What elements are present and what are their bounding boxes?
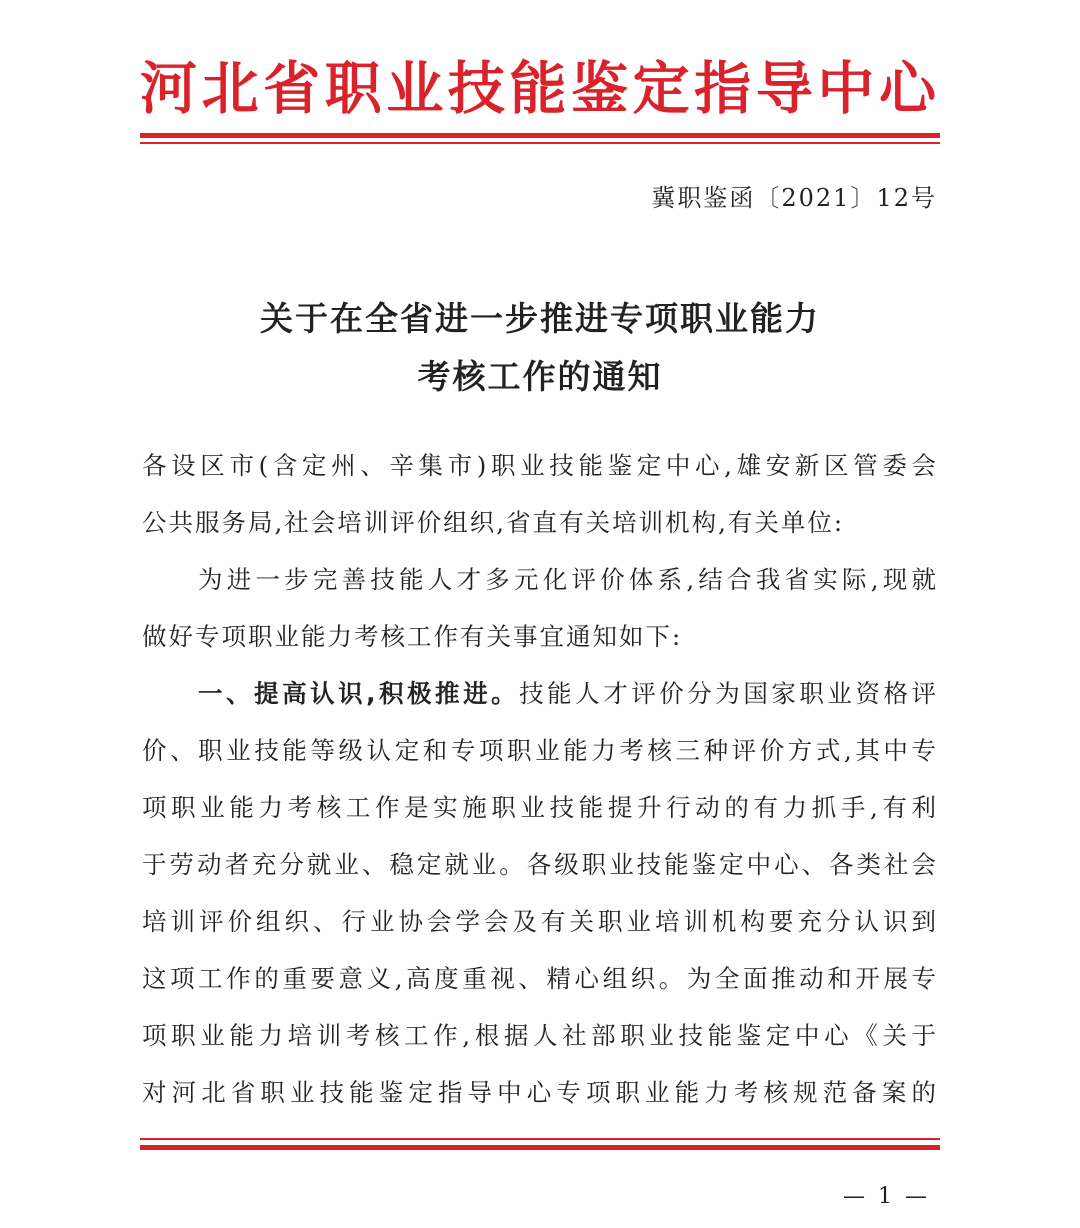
header-rule-thin: [140, 142, 940, 144]
body-line: 对河北省职业技能鉴定指导中心专项职业能力考核规范备案的: [142, 1078, 938, 1107]
section-heading: 一、提高认识,积极推进。: [198, 679, 520, 708]
header-org-name: 河北省职业技能鉴定指导中心: [140, 56, 940, 122]
body-line: [198, 665, 938, 722]
body-line: 价、职业技能等级认定和专项职业能力考核三种评价方式,其中专: [142, 736, 938, 765]
body-line: 于劳动者充分就业、稳定就业。各级职业技能鉴定中心、各类社会: [142, 850, 938, 879]
body-line: 各设区市(含定州、辛集市)职业技能鉴定中心,雄安新区管委会: [142, 451, 938, 480]
body-line: 为进一步完善技能人才多元化评价体系,结合我省实际,现就: [198, 565, 938, 594]
document-number: 冀职鉴函〔2021〕12号: [651, 184, 937, 212]
body-line-text: 技能人才评价分为国家职业资格评: [519, 679, 938, 708]
page-number: — 1 —: [843, 1184, 930, 1209]
body-line: 做好专项职业能力考核工作有关事宜通知如下:: [142, 622, 683, 651]
body-line: 培训评价组织、行业协会学会及有关职业培训机构要充分认识到: [142, 907, 938, 936]
footer-rule-thin: [140, 1138, 940, 1140]
footer-rule-thick: [140, 1145, 940, 1150]
header-rule-thick: [140, 133, 940, 138]
body-line: 这项工作的重要意义,高度重视、精心组织。为全面推动和开展专: [142, 964, 938, 993]
document-title-line-1: 关于在全省进一步推进专项职业能力: [260, 299, 820, 338]
body-line: 项职业能力培训考核工作,根据人社部职业技能鉴定中心《关于: [142, 1021, 938, 1050]
body-line: 项职业能力考核工作是实施职业技能提升行动的有力抓手,有利: [142, 793, 938, 822]
document-title-line-2: 考核工作的通知: [417, 357, 663, 396]
body-line: 公共服务局,社会培训评价组织,省直有关培训机构,有关单位:: [142, 508, 845, 537]
